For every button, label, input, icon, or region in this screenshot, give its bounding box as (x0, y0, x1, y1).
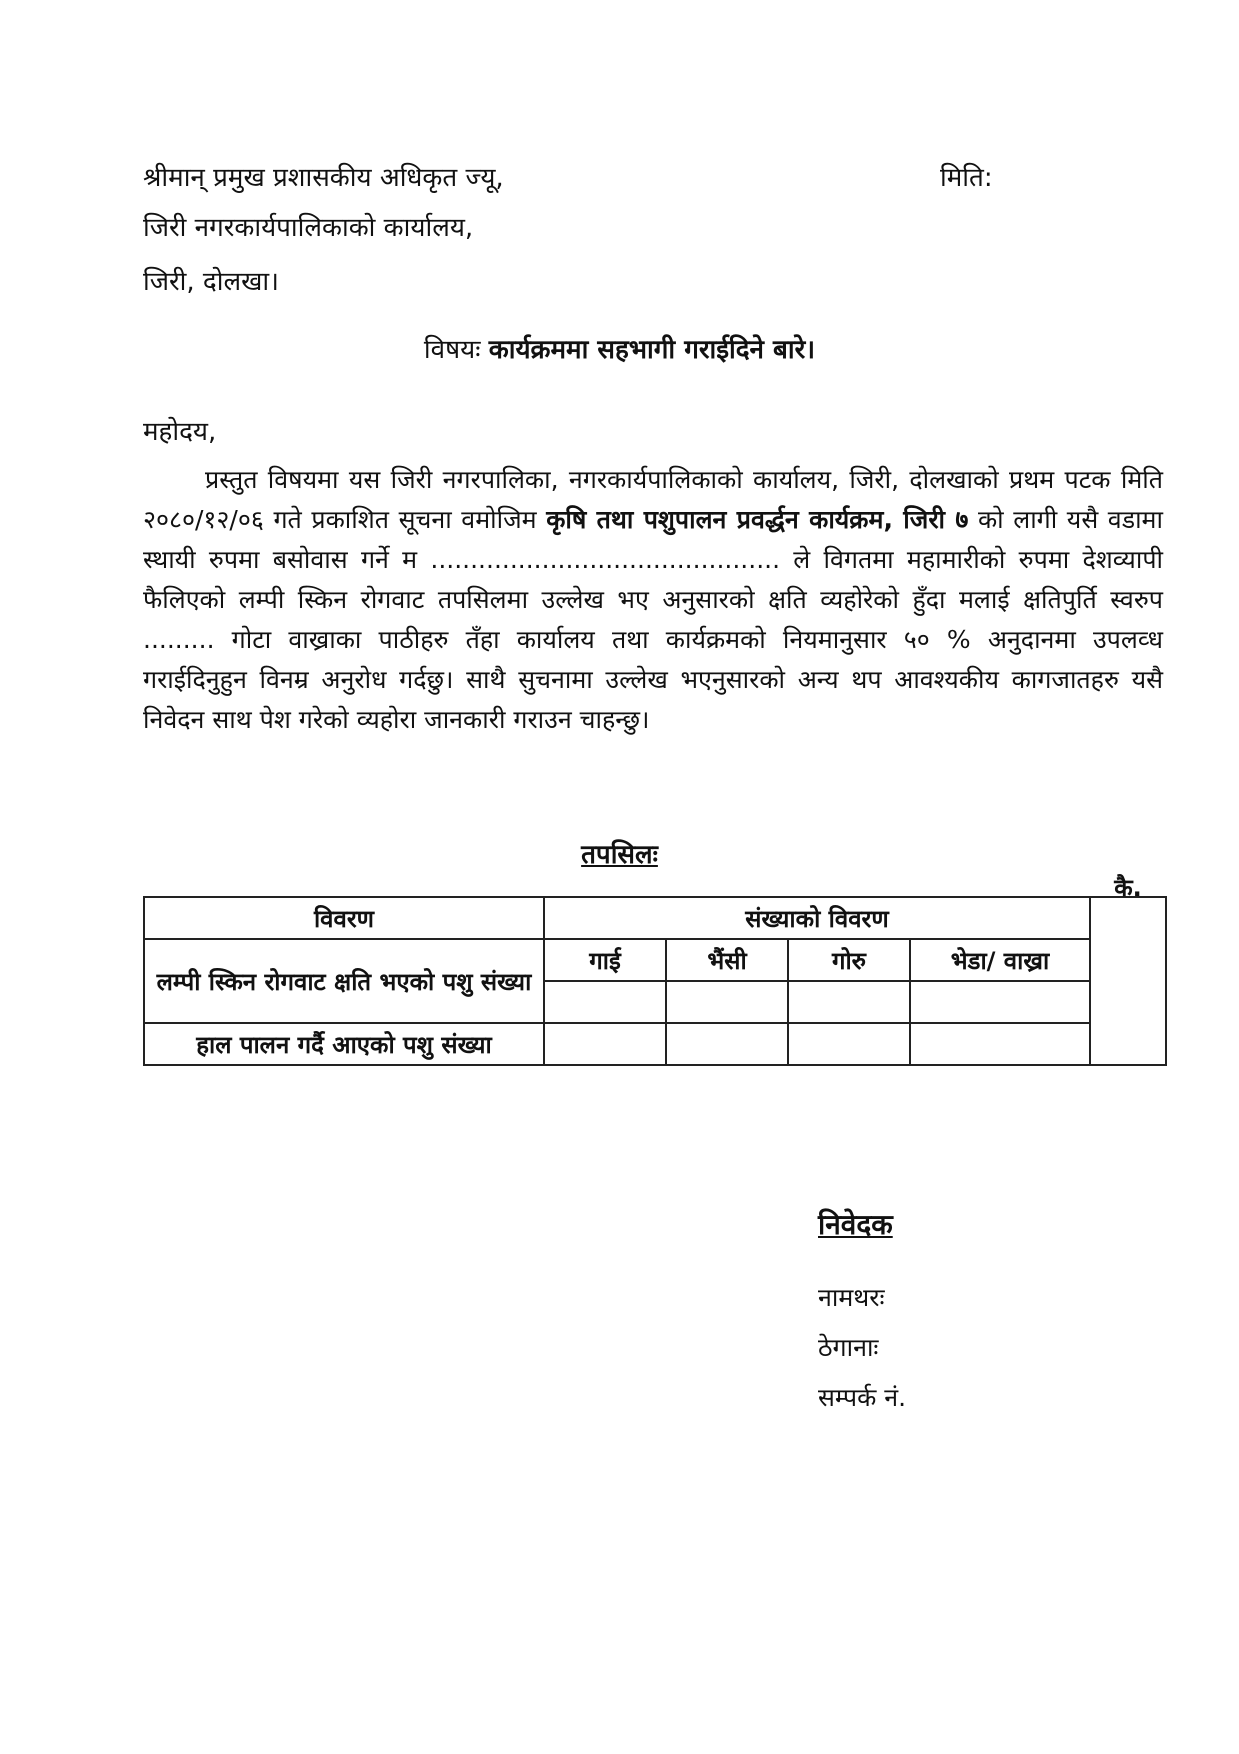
remarks-label: कै. (1114, 874, 1142, 902)
name-label: नामथरः (818, 1283, 885, 1312)
column-ox: गोरु (788, 939, 910, 981)
cell-row2-sheep-goat (910, 1023, 1090, 1065)
body-part2: को लागी यसै वडामा स्थायी रुपमा बसोवास गर्ने म ............................................ ले विगतमा महामारीको रुपमा देशव्यापी फैलिएको लम्पी स्किन रोगवाट तपसिलमा उल्लेख भए अनुसारको क्षति व्यहोरेको हुँदा मलाई क्षतिपुर्ति स्वरुप ......... गोटा वाख्राका पाठीहरु तँहा कार्यालय तथा कार्यक्रमको नियमानुसार ५० % अनुदानमा उपलव्ध गराईदिनुहुन विनम्र अनुरोध गर्दछु। साथै सुचनामा उल्लेख भएनुसारको अन्य थप आवश्यकीय कागजातहरु यसै निवेदन साथ पेश गरेको व्यहोरा जानकारी गराउन चाहन्छु। (143, 505, 1163, 734)
cell-row1-ox (788, 981, 910, 1023)
subject-prefix: विषयः (423, 335, 489, 365)
program-name: कृषि तथा पशुपालन प्रवर्द्धन कार्यक्रम, जिरी ७ (546, 505, 969, 534)
schedule-title: तपसिलः (581, 840, 658, 870)
row2-label: हाल पालन गर्दै आएको पशु संख्या (144, 1023, 544, 1065)
livestock-table (143, 874, 1167, 1066)
date-label: मिति: (940, 163, 993, 193)
salutation: महोदय, (143, 417, 217, 447)
cell-row1-buffalo (666, 981, 788, 1023)
column-cow: गाई (544, 939, 666, 981)
header-description: विवरण (144, 897, 544, 939)
subject-text: कार्यक्रममा सहभागी गराईदिने बारे। (488, 335, 816, 365)
row1-label: लम्पी स्किन रोगवाट क्षति भएको पशु संख्या (144, 939, 544, 1023)
column-buffalo: भैंसी (666, 939, 788, 981)
recipient-location: जिरी, दोलखा। (143, 267, 279, 297)
body-part1: प्रस्तुत विषयमा यस जिरी नगरपालिका, नगरकार्यपालिकाको कार्यालय, जिरी, दोलखाको प्रथम पटक मिति २०८०/१२/०६ गते प्रकाशित सूचना वमोजिम (143, 465, 1163, 534)
table-header-row (144, 897, 1166, 939)
cell-row2-cow (544, 1023, 666, 1065)
recipient-title: श्रीमान् प्रमुख प्रशासकीय अधिकृत ज्यू, (143, 163, 504, 193)
subject-line (0, 330, 1239, 366)
cell-row1-cow (544, 981, 666, 1023)
table-row (144, 1023, 1166, 1065)
cell-row1-sheep-goat (910, 981, 1090, 1023)
table-row (144, 939, 1166, 981)
cell-row2-buffalo (666, 1023, 788, 1065)
header-remarks (1090, 874, 1166, 1065)
header-count: संख्याको विवरण (544, 897, 1090, 939)
contact-label: सम्पर्क नं. (818, 1383, 907, 1412)
column-sheep-goat: भेडा/ वाख्रा (910, 939, 1090, 981)
cell-row2-ox (788, 1023, 910, 1065)
applicant-title: निवेदक (818, 1208, 893, 1241)
address-label: ठेगानाः (818, 1333, 879, 1362)
recipient-office: जिरी नगरकार्यपालिकाको कार्यालय, (143, 213, 474, 243)
letter-body (143, 460, 1163, 740)
